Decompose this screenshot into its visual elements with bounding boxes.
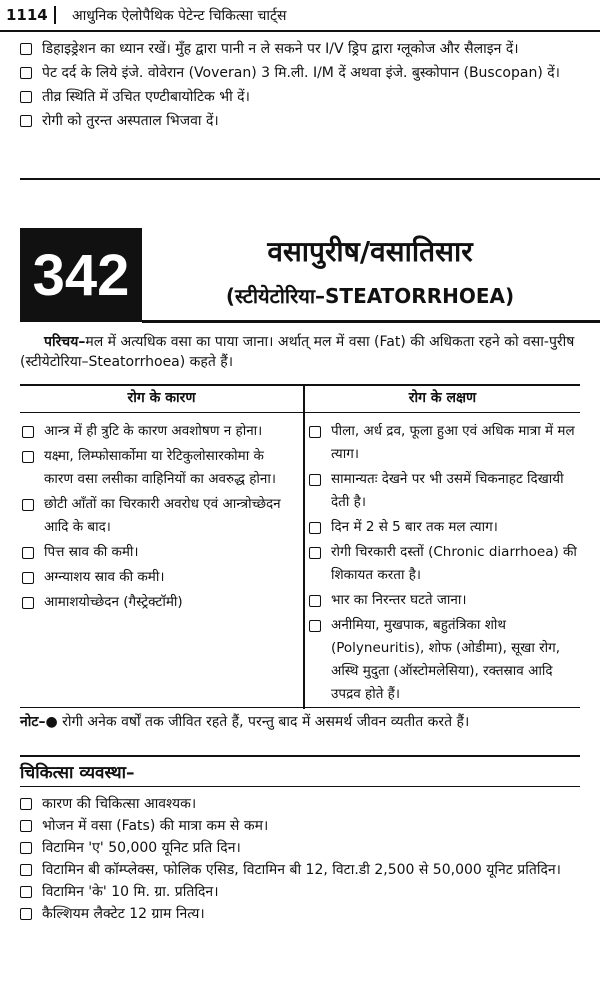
list-item: डिहाइड्रेशन का ध्यान रखें। मुँह द्वारा पानी न ले सकने पर I/V ड्रिप द्वारा ग्लूकोज और सैलाइन दें।	[20, 38, 580, 60]
cause-item: अग्न्याशय स्राव की कमी।	[22, 566, 296, 589]
checkbox-bullet-icon	[20, 864, 32, 876]
table-header-causes: रोग के कारण	[127, 390, 196, 406]
checkbox-bullet-icon	[20, 67, 32, 79]
causes-column	[22, 420, 296, 614]
checkbox-bullet-icon	[20, 798, 32, 810]
cause-item: छोटी आँतों का चिरकारी अवरोध एवं आन्त्रोच्छेदन आदि के बाद।	[22, 493, 296, 539]
checkbox-bullet-icon	[309, 426, 321, 438]
checkbox-bullet-icon	[22, 426, 34, 438]
chapter-title-hindi: वसापुरीष/वसातिसार	[267, 235, 473, 268]
symptoms-column	[309, 420, 577, 706]
cause-item: आन्त्र में ही त्रुटि के कारण अवशोषण न होना।	[22, 420, 296, 443]
checkbox-bullet-icon	[20, 91, 32, 103]
management-list	[20, 793, 580, 925]
checkbox-bullet-icon	[22, 572, 34, 584]
note-text: रोगी अनेक वर्षों तक जीवित रहते हैं, परन्तु बाद में असमर्थ जीवन व्यतीत करते हैं।	[62, 714, 470, 730]
intro-label: परिचय–	[44, 334, 86, 350]
checkbox-bullet-icon	[20, 43, 32, 55]
list-item: भोजन में वसा (Fats) की मात्रा कम से कम।	[20, 815, 580, 837]
table-header-rule	[20, 412, 580, 413]
page-number: 1114	[6, 6, 56, 24]
checkbox-bullet-icon	[22, 547, 34, 559]
page-header	[0, 0, 600, 32]
checkbox-bullet-icon	[309, 474, 321, 486]
checkbox-bullet-icon	[22, 499, 34, 511]
note	[20, 712, 590, 732]
list-item: विटामिन बी कॉम्प्लेक्स, फोलिक एसिड, विटामिन बी 12, विटा.डी 2,500 से 50,000 यूनिट प्रतिदिन।	[20, 859, 580, 881]
checkbox-bullet-icon	[309, 620, 321, 632]
checkbox-bullet-icon	[309, 595, 321, 607]
list-item: कारण की चिकित्सा आवश्यक।	[20, 793, 580, 815]
symptom-item: भार का निरन्तर घटते जाना।	[309, 589, 577, 612]
list-item: विटामिन 'के' 10 मि. ग्रा. प्रतिदिन।	[20, 881, 580, 903]
list-item: पेट दर्द के लिये इंजे. वोवेरान (Voveran) 3 मि.ली. I/M दें अथवा इंजे. बुस्कोपान (Buscopan) दें।	[20, 62, 580, 84]
checkbox-bullet-icon	[20, 908, 32, 920]
running-title: आधुनिक ऐलोपैथिक पेटेन्ट चिकित्सा चार्ट्स	[72, 8, 287, 24]
top-list	[20, 38, 580, 132]
checkbox-bullet-icon	[309, 522, 321, 534]
chapter-number: 342	[20, 228, 142, 322]
cause-item: पित्त स्राव की कमी।	[22, 541, 296, 564]
cause-item: आमाशयोच्छेदन (गैस्ट्रेक्टॉमी)	[22, 591, 296, 614]
intro-text: मल में अत्यधिक वसा का पाया जाना। अर्थात् मल में वसा (Fat) की अधिकता रहने को वसा-पुरीष (स्टीयेटोरिया–Steatorrhoea) कहते हैं।	[20, 334, 575, 370]
symptom-item: अनीमिया, मुखपाक, बहुतंत्रिका शोथ (Polyneuritis), शोफ (ओडीमा), सूखा रोग, अस्थि मुदुता (ऑस्टोमलेसिया), रक्तस्राव आदि उपद्रव होते हैं।	[309, 614, 577, 706]
note-divider	[20, 755, 580, 757]
cause-symptom-table	[20, 384, 580, 702]
intro-paragraph	[20, 332, 580, 372]
checkbox-bullet-icon	[20, 115, 32, 127]
checkbox-bullet-icon	[22, 451, 34, 463]
checkbox-bullet-icon	[309, 547, 321, 559]
management-title: चिकित्सा व्यवस्था–	[20, 763, 135, 783]
chapter-title-english: (स्टीयेटोरिया–STEATORRHOEA)	[225, 284, 515, 308]
title-underline	[142, 320, 600, 323]
checkbox-bullet-icon	[22, 597, 34, 609]
note-label: नोट–●	[20, 714, 58, 730]
symptom-item: पीला, अर्ध द्रव, फूला हुआ एवं अधिक मात्रा में मल त्याग।	[309, 420, 577, 466]
symptom-item: दिन में 2 से 5 बार तक मल त्याग।	[309, 516, 577, 539]
checkbox-bullet-icon	[20, 842, 32, 854]
symptom-item: रोगी चिरकारी दस्तों (Chronic diarrhoea) की शिकायत करता है।	[309, 541, 577, 587]
table-bottom-rule	[20, 707, 580, 708]
cause-item: यक्ष्मा, लिम्फोसार्कोमा या रेटिकुलोसारकोमा के कारण वसा लसीका वाहिनियों का अवरुद्ध होना।	[22, 445, 296, 491]
management-title-rule	[20, 786, 580, 787]
list-item: रोगी को तुरन्त अस्पताल भिजवा दें।	[20, 110, 580, 132]
table-column-divider	[303, 386, 305, 709]
list-item: कैल्शियम लैक्टेट 12 ग्राम नित्य।	[20, 903, 580, 925]
checkbox-bullet-icon	[20, 886, 32, 898]
section-divider	[20, 178, 600, 180]
symptom-item: सामान्यतः देखने पर भी उसमें चिकनाहट दिखायी देती है।	[309, 468, 577, 514]
list-item: विटामिन 'ए' 50,000 यूनिट प्रति दिन।	[20, 837, 580, 859]
checkbox-bullet-icon	[20, 820, 32, 832]
table-header-symptoms: रोग के लक्षण	[408, 390, 477, 406]
list-item: तीव्र स्थिति में उचित एण्टीबायोटिक भी दें।	[20, 86, 580, 108]
